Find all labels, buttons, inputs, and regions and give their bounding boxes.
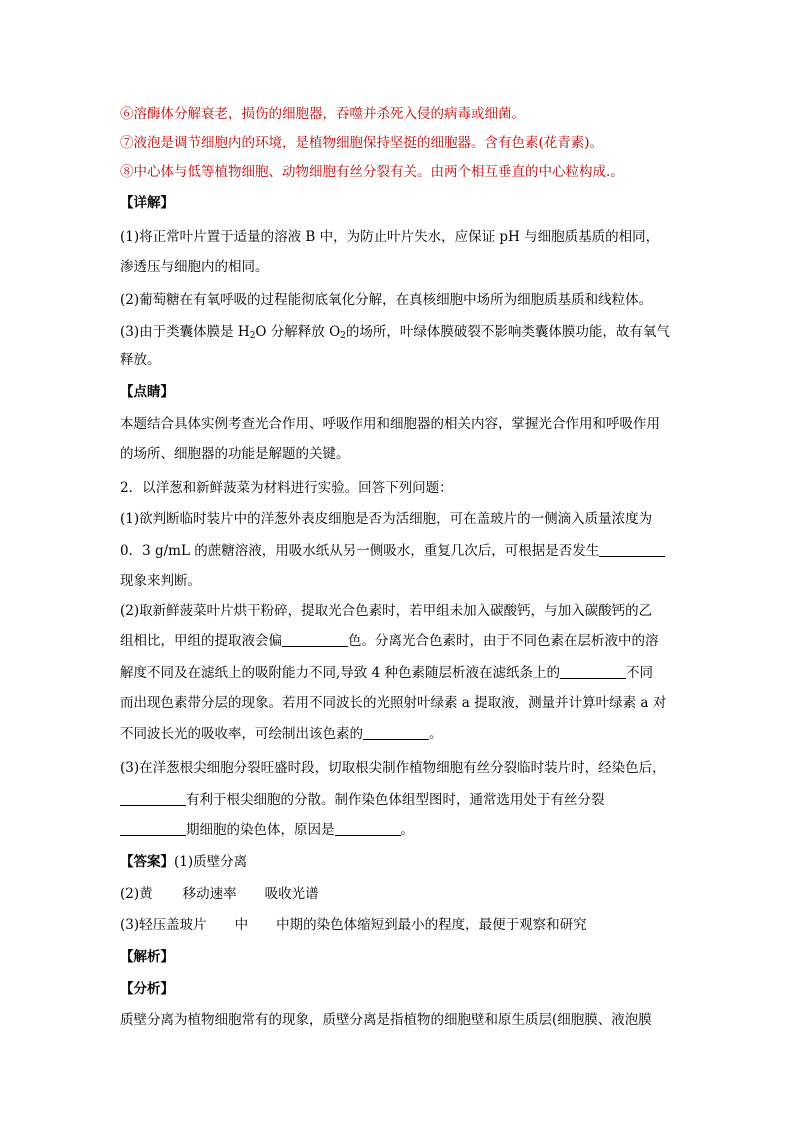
centrosome-line: ⑧中心体与低等植物细胞、动物细胞有丝分裂有关。由两个相互垂直的中心粒构成.。 [120,164,624,180]
answer-blank [282,632,348,647]
question2-part1-line2: 0．3 g/mL 的蔗糖溶液，用吸水纸从另一侧吸水，重复几次后，可根据是否发生 [120,541,665,561]
answer-blank [363,725,429,740]
answer-line1: 【答案】(1)质壁分离 [120,854,248,870]
question2-intro: 2．以洋葱和新鲜菠菜为材料进行实验。回答下列问题： [120,480,453,496]
answer-blank [599,542,665,557]
question2-part3-line3: 期细胞的染色体，原因是 。 [120,820,414,840]
analysis-heading: 【解析】 [120,949,174,965]
question2-part1-line1: (1)欲判断临时装片中的洋葱外表皮细胞是否为活细胞，可在盖玻片的一侧滴入质量浓度为 [120,511,653,527]
comment-line2: 的场所、细胞器的功能是解题的关键。 [120,446,350,462]
detail-p3-line1: (3)由于类囊体膜是 $H_2O$ 分解释放 $O_2$的场所，叶绿体膜破裂不影响类囊体膜功能，故有氧气 [120,324,670,341]
lysosome-line: ⑥溶酶体分解衰老，损伤的细胞器，吞噬并杀死入侵的病毒或细菌。 [120,106,525,122]
detail-p2: (2)葡萄糖在有氧呼吸的过程能彻底氧化分解，在真核细胞中场所为细胞质基质和线粒体。 [120,292,653,308]
answer-line2: (2)黄 移动速率 吸收光谱 [120,886,319,902]
answer-blank [560,664,626,679]
analysis-subheading: 【分析】 [120,981,174,997]
answer-heading: 【答案】 [120,854,174,870]
question2-part1-line3: 现象来判断。 [120,573,201,589]
detail-p3-line2: 释放。 [120,352,161,368]
detail-p1-line1: (1)将正常叶片置于适量的溶液 B 中，为防止叶片失水，应保证 pH 与细胞质基质的相同， [120,229,660,245]
question2-part3-line2: 有利于根尖细胞的分散。制作染色体组型图时，通常选用处于有丝分裂 [120,790,605,810]
question2-part2-line2: 组相比，甲组的提取液会偏 色。分离光合色素时，由于不同色素在层析液中的溶 [120,633,659,649]
answer-blank [120,791,186,806]
detail-p1-line2: 渗透压与细胞内的相同。 [120,259,269,275]
detail-heading: 【详解】 [120,195,174,211]
answer-blank [120,821,186,836]
question2-part3-line1: (3)在洋葱根尖细胞分裂旺盛时段，切取根尖制作植物细胞有丝分裂临时装片时，经染色后， [120,760,666,776]
question2-part2-line3: 解度不同及在滤纸上的吸附能力不同,导致 4 种色素随层析液在滤纸条上的 不同 [120,665,653,681]
comment-line1: 本题结合具体实例考查光合作用、呼吸作用和细胞器的相关内容，掌握光合作用和呼吸作用 [120,416,660,432]
answer-blank [335,821,401,836]
vacuole-line: ⑦液泡是调节细胞内的环境，是植物细胞保持坚挺的细胞器。含有色素(花青素)。 [120,135,604,151]
analysis-line1: 质壁分离为植物细胞常有的现象，质壁分离是指植物的细胞壁和原生质层(细胞膜、液泡膜 [120,1012,652,1028]
answer-line3: (3)轻压盖玻片 中 中期的染色体缩短到最小的程度，最便于观察和研究 [120,917,587,933]
comment-heading: 【点睛】 [120,384,174,400]
question2-part2-line4: 而出现色素带分层的现象。若用不同波长的光照射叶绿素 a 提取液，测量并计算叶绿素 a 对 [120,695,667,711]
question2-part2-line1: (2)取新鲜菠菜叶片烘干粉碎，提取光合色素时，若甲组未加入碳酸钙，与加入碳酸钙的乙 [120,603,653,619]
question2-part2-line5: 不同波长光的吸收率，可绘制出该色素的 。 [120,726,443,742]
